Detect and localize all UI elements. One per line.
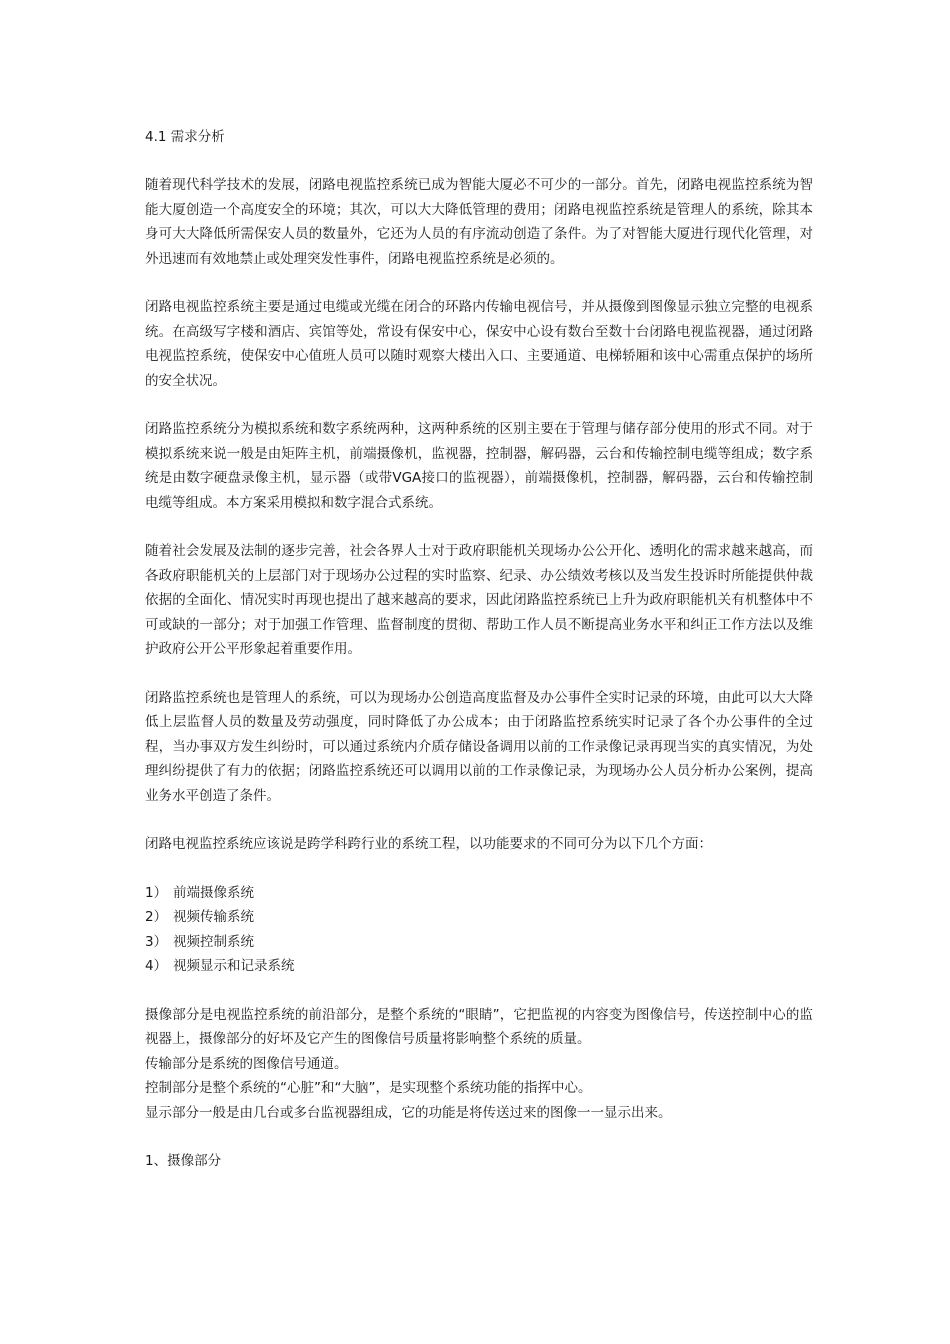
paragraph-intro: 随着现代科学技术的发展，闭路电视监控系统已成为智能大厦必不可少的一部分。首先，闭路电视监控系统为智能大厦创造一个高度安全的环境；其次，可以大大降低管理的费用；闭路电视监控系统是管理人的系统，除其本身可大大降低所需保安人员的数量外，它还为人员的有序流动创造了条件。为了对智能大厦进行现代化管理，对外迅速而有效地禁止或处理突发性事件，闭路电视监控系统是必须的。 bbox=[145, 177, 813, 267]
list-item bbox=[145, 930, 813, 955]
list-item-number: 2） bbox=[145, 909, 168, 925]
paragraph-cctv-definition: 闭路电视监控系统主要是通过电缆或光缆在闭合的环路内传输电视信号，并从摄像到图像显示独立完整的电视系统。在高级写字楼和酒店、宾馆等处，常设有保安中心，保安中心设有数台至数十台闭路电视监视器，通过闭路电视监控系统，使保安中心值班人员可以随时观察大楼出入口、主要通道、电梯轿厢和该中心需重点保护的场所的安全状况。 bbox=[145, 299, 813, 389]
subsection-title: 1、摄像部分 bbox=[145, 1153, 222, 1169]
paragraph-transmission-part: 传输部分是系统的图像信号通道。 bbox=[145, 1055, 348, 1072]
list-item bbox=[145, 881, 813, 906]
list-item-text: 前端摄像系统 bbox=[173, 884, 254, 901]
document-page bbox=[145, 125, 813, 1197]
paragraph-control-part: 控制部分是整个系统的“心脏”和“大脑”，是实现整个系统功能的指挥中心。 bbox=[145, 1080, 592, 1096]
paragraph-analog-digital: 闭路监控系统分为模拟系统和数字系统两种，这两种系统的区别主要在于管理与储存部分使用的形式不同。对于模拟系统来说一般是由矩阵主机，前端摄像机，监视器，控制器，解码器，云台和传输控制电缆等组成；数字系统是由数字硬盘录像主机，显示器（或带VGA接口的监视器），前端摄像机，控制器，解码器，云台和传输控制电缆等组成。本方案采用模拟和数字混合式系统。 bbox=[145, 421, 813, 511]
list-item-number: 3） bbox=[145, 933, 168, 950]
paragraph-camera-part: 摄像部分是电视监控系统的前沿部分，是整个系统的“眼睛”，它把监视的内容变为图像信号，传送控制中心的监视器上，摄像部分的好坏及它产生的图像信号质量将影响整个系统的质量。 bbox=[145, 1006, 813, 1047]
list-item-text: 视频显示和记录系统 bbox=[173, 958, 295, 974]
section-title: 4.1 需求分析 bbox=[145, 129, 225, 145]
paragraph-government-needs: 随着社会发展及法制的逐步完善，社会各界人士对于政府职能机关现场办公公开化、透明化的需求越来越高，而各政府职能机关的上层部门对于现场办公过程的实时监察、纪录、办公绩效考核以及当发生投诉时所能提供仲裁依据的全面化、情况实时再现也提出了越来越高的要求，因此闭路监控系统已上升为政府职能机关有机整体中不可或缺的一部分；对于加强工作管理、监督制度的贯彻、帮助工作人员不断提高业务水平和纠正工作方法以及维护政府公开公平形象起着重要作用。 bbox=[145, 543, 813, 657]
subsystem-list bbox=[145, 881, 813, 979]
paragraph-system-aspects: 闭路电视监控系统应该说是跨学科跨行业的系统工程，以功能要求的不同可分为以下几个方面： bbox=[145, 836, 712, 852]
list-item-text: 视频传输系统 bbox=[173, 909, 254, 925]
list-item bbox=[145, 905, 813, 930]
list-item-number: 1） bbox=[145, 884, 168, 901]
paragraph-display-part: 显示部分一般是由几台或多台监视器组成，它的功能是将传送过来的图像一一显示出来。 bbox=[145, 1104, 672, 1121]
list-item bbox=[145, 954, 813, 979]
list-item-text: 视频控制系统 bbox=[173, 933, 254, 950]
paragraph-management: 闭路监控系统也是管理人的系统，可以为现场办公创造高度监督及办公事件全实时记录的环境，由此可以大大降低上层监督人员的数量及劳动强度，同时降低了办公成本；由于闭路监控系统实时记录了各个办公事件的全过程，当办事双方发生纠纷时，可以通过系统内介质存储设备调用以前的工作录像记录再现当实的真实情况，为处理纠纷提供了有力的依据；闭路监控系统还可以调用以前的工作录像记录，为现场办公人员分析办公案例，提高业务水平创造了条件。 bbox=[145, 689, 813, 804]
list-item-number: 4） bbox=[145, 958, 168, 974]
